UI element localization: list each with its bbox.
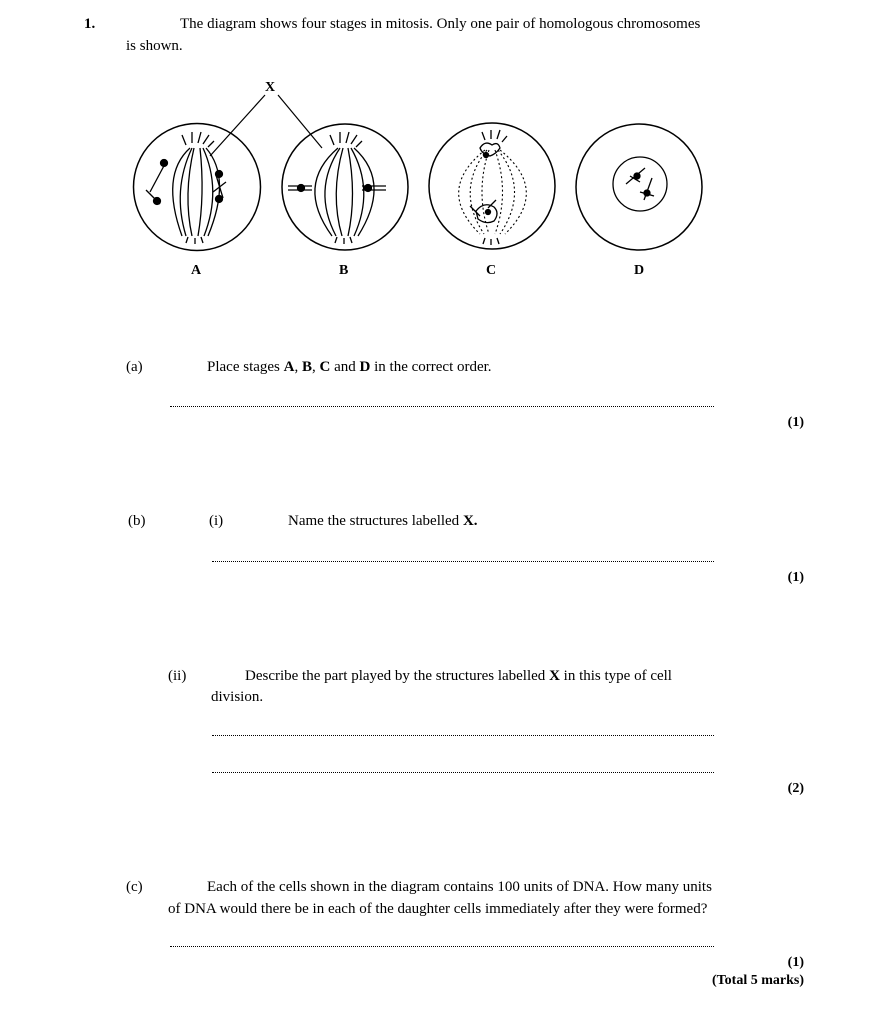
part-a-text-post: in the correct order.: [370, 359, 492, 375]
cell-a: [134, 124, 261, 251]
part-b-label: (b): [128, 513, 146, 529]
cell-label-a: A: [191, 263, 202, 278]
stage-c: C: [319, 359, 331, 375]
part-b-ii-question-line1: [245, 667, 672, 685]
part-a-question: [207, 358, 492, 376]
part-b-ii-bold: X: [549, 668, 560, 684]
part-b-i-bold: X.: [462, 513, 478, 529]
part-b-ii-answer-line-1[interactable]: [212, 735, 714, 736]
part-c-label: (c): [126, 879, 143, 895]
x-pointer-lines: [210, 95, 322, 156]
part-b-ii-question-line2: division.: [211, 689, 264, 705]
cell-b: [282, 124, 408, 250]
part-c-answer-line[interactable]: [170, 946, 714, 947]
question-intro-line1: The diagram shows four stages in mitosis. Only one pair of homologous chromosomes: [180, 16, 701, 32]
part-c-question-line1: Each of the cells shown in the diagram contains 100 units of DNA. How many units: [207, 879, 712, 895]
part-a-label: (a): [126, 359, 143, 375]
stage-b: B: [301, 359, 312, 375]
cell-label-d: D: [634, 263, 645, 278]
cell-label-c: C: [486, 263, 497, 278]
total-marks: (Total 5 marks): [711, 973, 804, 988]
part-b-ii-text-post: in this type of cell: [559, 668, 672, 684]
question-number: 1.: [84, 16, 96, 32]
part-b-i-mark: (1): [787, 570, 804, 585]
cell-d: [576, 124, 702, 250]
part-c-mark: (1): [787, 955, 804, 970]
part-b-ii-answer-line-2[interactable]: [212, 772, 714, 773]
part-a-sep1: ,: [294, 359, 302, 375]
part-c-question-line2: of DNA would there be in each of the daughter cells immediately after they were formed?: [168, 901, 708, 917]
part-a-text-pre: Place stages: [207, 359, 284, 375]
part-a-mark: (1): [787, 415, 804, 430]
stage-d: D: [359, 359, 371, 375]
cell-label-b: B: [339, 263, 349, 278]
cell-c: [429, 123, 555, 249]
part-a-sep3: and: [330, 359, 360, 375]
part-a-sep2: ,: [312, 359, 320, 375]
part-b-i-answer-line[interactable]: [212, 561, 714, 562]
question-intro-line2: is shown.: [126, 38, 183, 54]
x-pointer-label: X: [265, 80, 276, 95]
part-b-ii-label: (ii): [168, 668, 187, 684]
mitosis-diagram: [0, 0, 891, 290]
part-b-ii-mark: (2): [787, 781, 804, 796]
part-b-i-question: [288, 512, 478, 530]
stage-a: A: [283, 359, 295, 375]
part-b-i-text: Name the structures labelled: [288, 513, 463, 529]
part-a-answer-line[interactable]: [170, 406, 714, 407]
part-b-i-label: (i): [209, 513, 224, 529]
part-b-ii-text-pre: Describe the part played by the structures labelled: [245, 668, 550, 684]
